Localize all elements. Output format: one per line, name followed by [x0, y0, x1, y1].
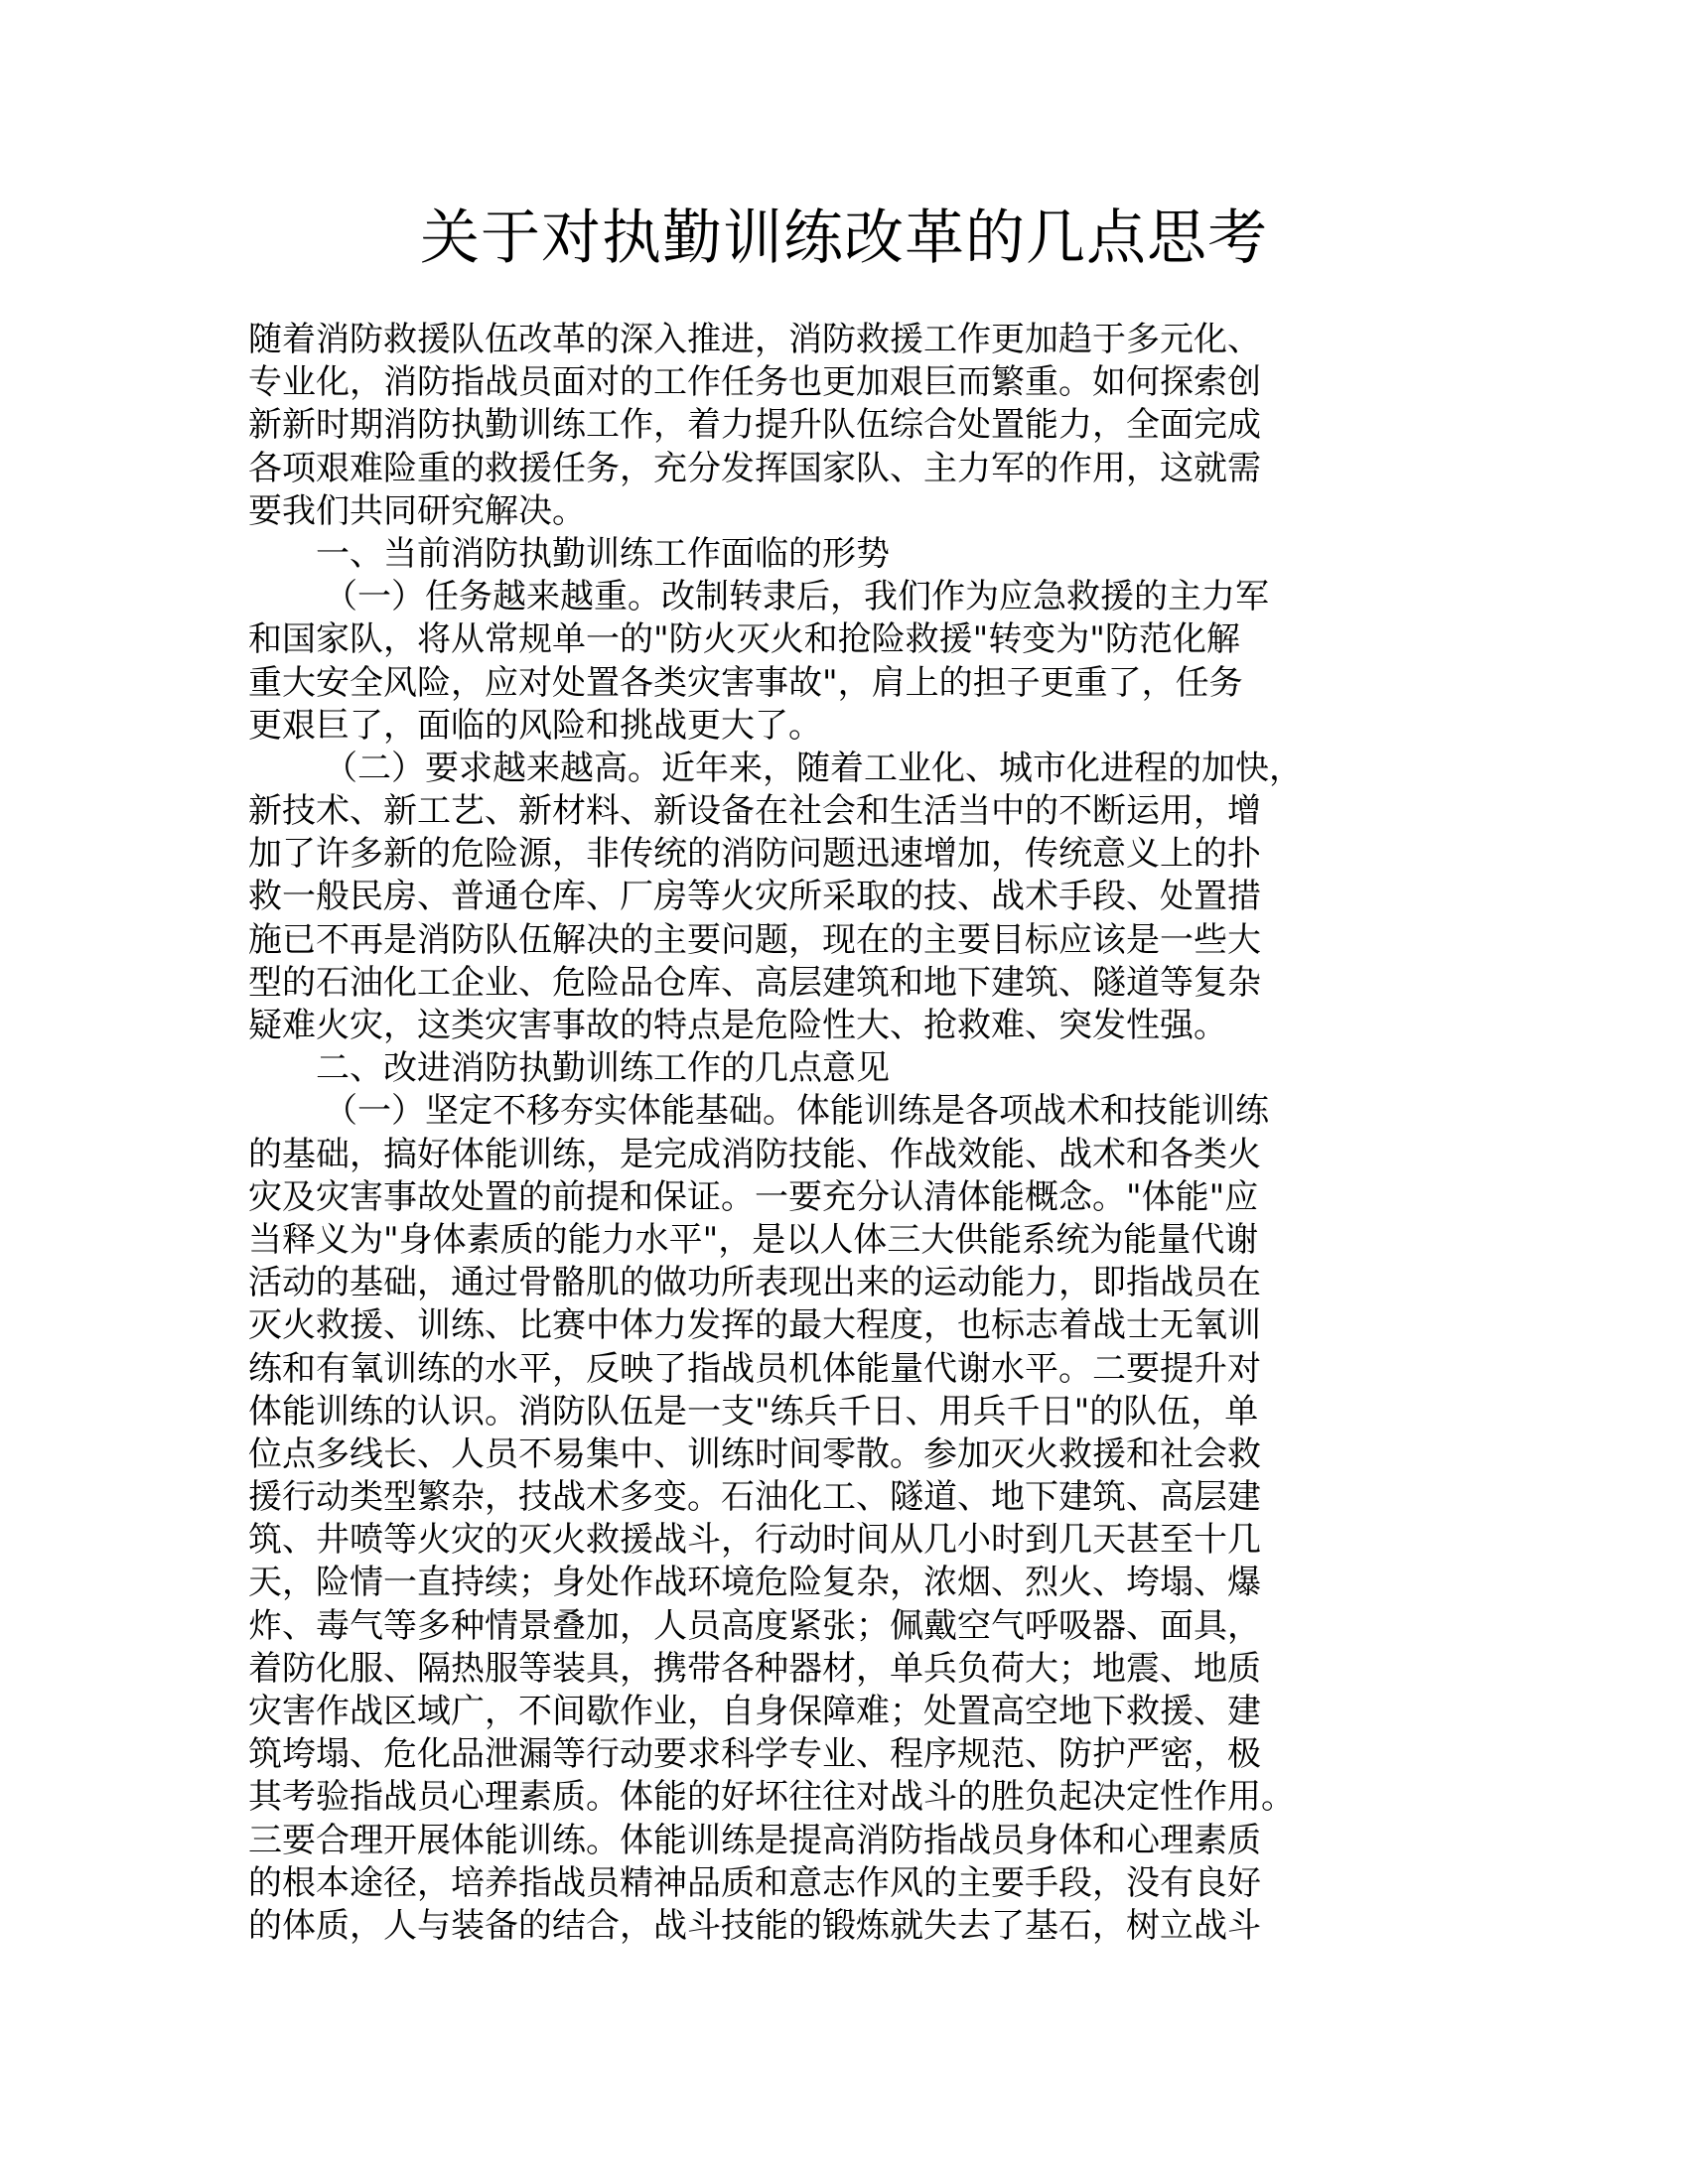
text-line: 更艰巨了，面临的风险和挑战更大了。 [248, 705, 822, 746]
text-line: 筑垮塌、危化品泄漏等行动要求科学专业、程序规范、防护严密，极 [248, 1734, 1261, 1775]
text-line: 和国家队，将从常规单一的"防火灭火和抢险救援"转变为"防范化解 [248, 619, 1240, 660]
text-line: 要我们共同研究解决。 [248, 490, 586, 531]
text-line: 救一般民房、普通仓库、厂房等火灾所采取的技、战术手段、处置措 [248, 877, 1261, 917]
text-line: 活动的基础，通过骨骼肌的做功所表现出来的运动能力，即指战员在 [248, 1263, 1261, 1303]
text-line: 各项艰难险重的救援任务，充分发挥国家队、主力军的作用，这就需 [248, 448, 1261, 488]
text-line: 援行动类型繁杂，技战术多变。石油化工、隧道、地下建筑、高层建 [248, 1477, 1261, 1518]
document-body [248, 319, 1440, 1948]
text-line: 灾害作战区域广，不间歇作业，自身保障难；处置高空地下救援、建 [248, 1692, 1261, 1731]
text-line: 灭火救援、训练、比赛中体力发挥的最大程度，也标志着战士无氧训 [248, 1305, 1261, 1346]
text-line: 型的石油化工企业、危险品仓库、高层建筑和地下建筑、隧道等复杂 [248, 962, 1261, 1003]
text-line: 其考验指战员心理素质。体能的好坏往往对战斗的胜负起决定性作用。 [248, 1777, 1295, 1818]
section-heading: 二、改进消防执勤训练工作的几点意见 [316, 1048, 890, 1089]
text-line: 位点多线长、人员不易集中、训练时间零散。参加灭火救援和社会救 [248, 1433, 1261, 1474]
text-line: 新技术、新工艺、新材料、新设备在社会和生活当中的不断运用，增 [248, 791, 1261, 832]
text-line: 重大安全风险，应对处置各类灾害事故"，肩上的担子更重了，任务 [248, 662, 1243, 703]
text-line: 疑难火灾，这类灾害事故的特点是危险性大、抢救难、突发性强。 [248, 1006, 1227, 1045]
text-line: 的根本途径，培养指战员精神品质和意志作风的主要手段，没有良好 [248, 1862, 1261, 1903]
text-line: 的基础，搞好体能训练，是完成消防技能、作战效能、战术和各类火 [248, 1134, 1261, 1174]
text-line: 筑、井喷等火灾的灭火救援战斗，行动时间从几小时到几天甚至十几 [248, 1520, 1261, 1561]
subsection-line: （一）坚定不移夯实体能基础。体能训练是各项战术和技能训练 [324, 1091, 1269, 1132]
text-line: 施已不再是消防队伍解决的主要问题，现在的主要目标应该是一些大 [248, 919, 1261, 960]
text-line: 灾及灾害事故处置的前提和保证。一要充分认清体能概念。"体能"应 [248, 1176, 1259, 1217]
text-line: 体能训练的认识。消防队伍是一支"练兵千日、用兵千日"的队伍，单 [248, 1391, 1259, 1432]
subsection-line: （一）任务越来越重。改制转隶后，我们作为应急救援的主力军 [324, 577, 1269, 617]
text-line: 着防化服、隔热服等装具，携带各种器材，单兵负荷大；地震、地质 [248, 1648, 1261, 1689]
text-line: 炸、毒气等多种情景叠加，人员高度紧张；佩戴空气呼吸器、面具， [248, 1605, 1261, 1646]
section-heading: 一、当前消防执勤训练工作面临的形势 [316, 533, 890, 574]
text-line: 天，险情一直持续；身处作战环境危险复杂，浓烟、烈火、垮塌、爆 [248, 1563, 1261, 1603]
text-line: 的体质，人与装备的结合，战斗技能的锻炼就失去了基石，树立战斗 [248, 1905, 1261, 1946]
text-line: 随着消防救援队伍改革的深入推进，消防救援工作更加趋于多元化、 [248, 320, 1261, 359]
text-line: 三要合理开展体能训练。体能训练是提高消防指战员身体和心理素质 [248, 1820, 1261, 1860]
subsection-line: （二）要求越来越高。近年来，随着工业化、城市化进程的加快， [324, 748, 1303, 788]
text-line: 练和有氧训练的水平，反映了指战员机体能量代谢水平。二要提升对 [248, 1348, 1261, 1389]
text-line: 专业化，消防指战员面对的工作任务也更加艰巨而繁重。如何探索创 [248, 362, 1261, 403]
text-line: 新新时期消防执勤训练工作，着力提升队伍综合处置能力，全面完成 [248, 405, 1261, 446]
document-title: 关于对执勤训练改革的几点思考 [420, 204, 1268, 273]
text-line: 加了许多新的危险源，非传统的消防问题迅速增加，传统意义上的扑 [248, 834, 1261, 875]
text-line: 当释义为"身体素质的能力水平"，是以人体三大供能系统为能量代谢 [248, 1219, 1259, 1260]
